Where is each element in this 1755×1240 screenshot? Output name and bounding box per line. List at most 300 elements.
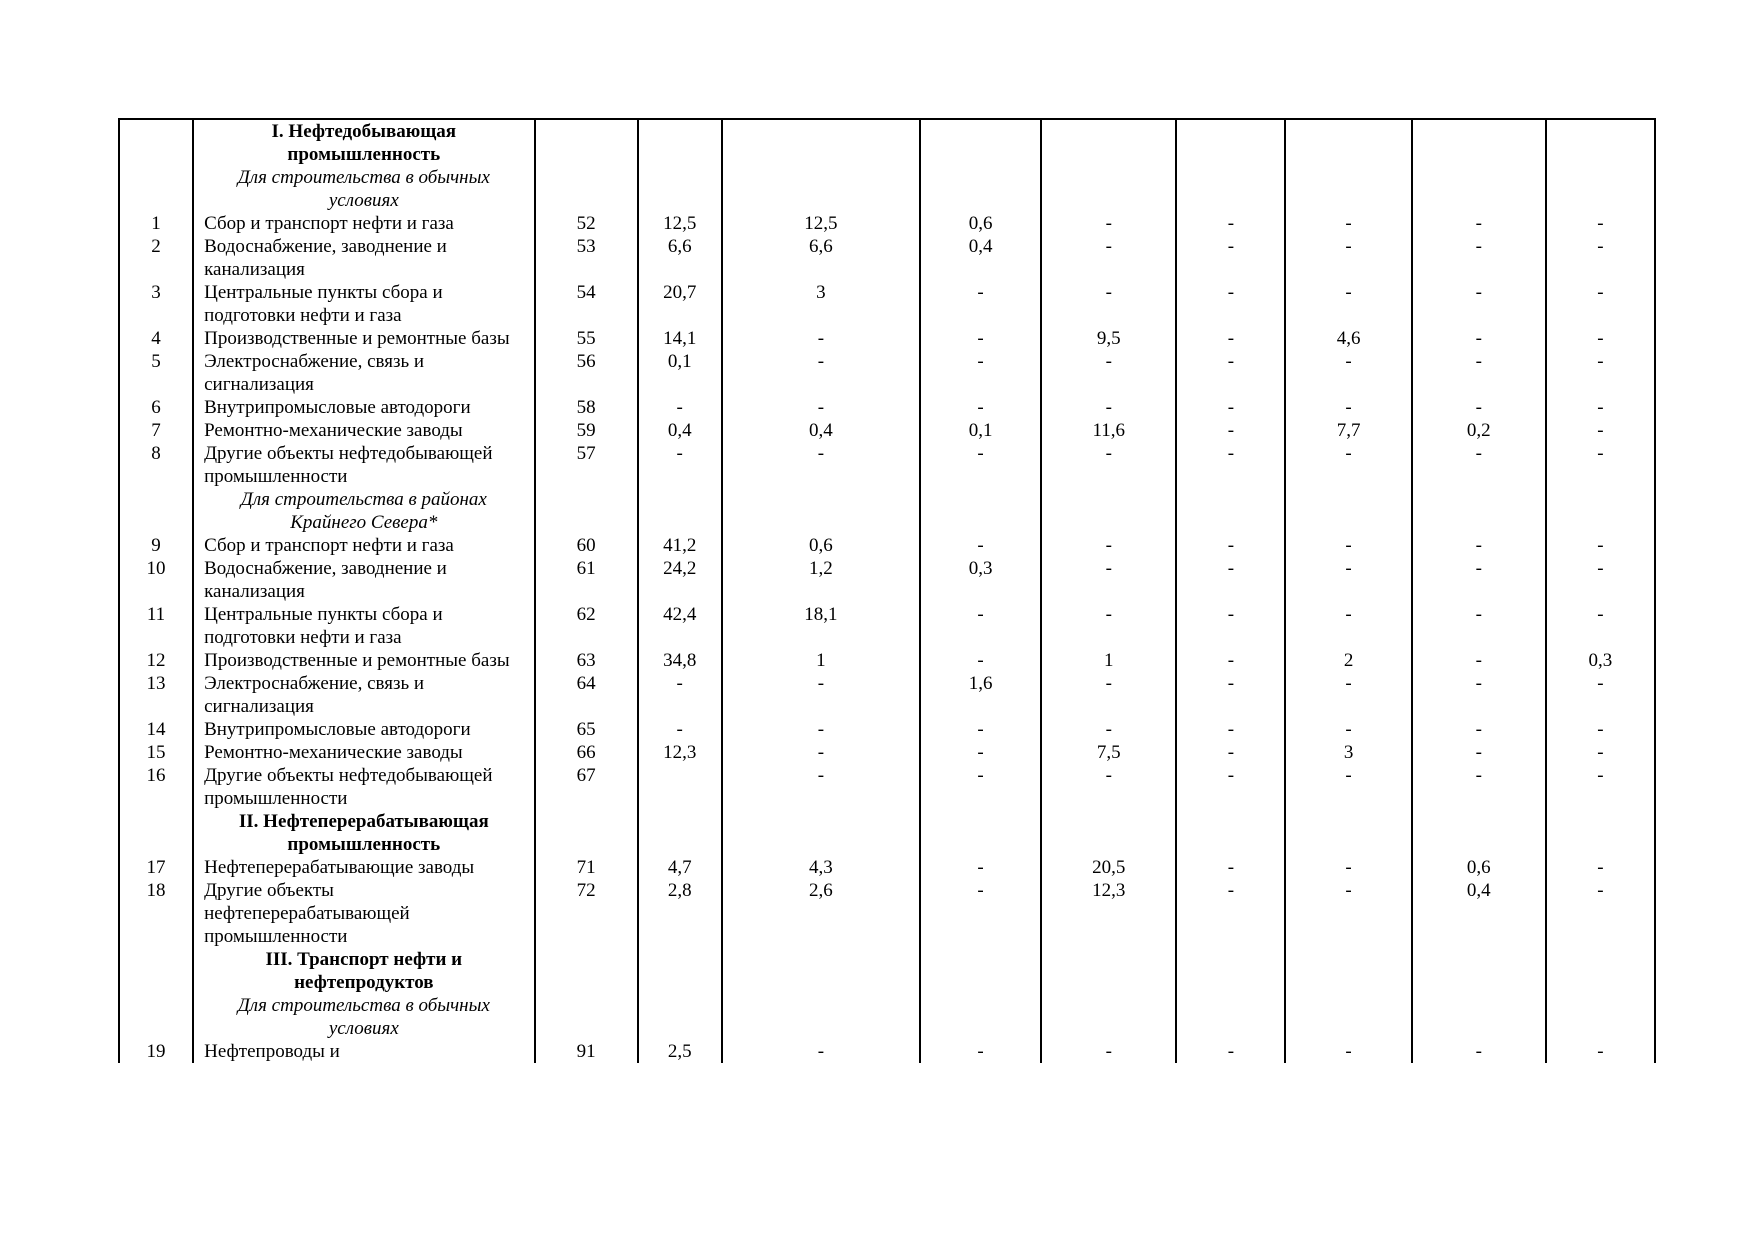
- value-cell: 1: [1041, 649, 1176, 672]
- value-cell: -: [1176, 741, 1285, 764]
- table-row: [119, 350, 1655, 396]
- value-cell: 2: [1285, 649, 1411, 672]
- value-cell: -: [1285, 212, 1411, 235]
- value-cell: -: [1041, 281, 1176, 327]
- value-cell: -: [1285, 1040, 1411, 1063]
- value-cell: -: [920, 603, 1041, 649]
- value-cell: -: [722, 1040, 920, 1063]
- row-number: 7: [119, 419, 193, 442]
- data-table: [118, 118, 1656, 1063]
- value-cell: 12,3: [638, 741, 722, 764]
- value-cell: -: [638, 718, 722, 741]
- empty-cell: [1412, 810, 1546, 856]
- empty-cell: [1546, 994, 1655, 1040]
- value-cell: -: [1176, 1040, 1285, 1063]
- row-number: 9: [119, 534, 193, 557]
- value-cell: -: [1041, 235, 1176, 281]
- value-cell: -: [722, 396, 920, 419]
- value-cell: -: [1041, 534, 1176, 557]
- value-cell: -: [1285, 235, 1411, 281]
- object-name: Внутрипромысловые автодороги: [193, 396, 534, 419]
- value-cell: -: [920, 1040, 1041, 1063]
- empty-cell: [722, 810, 920, 856]
- value-cell: -: [722, 718, 920, 741]
- value-cell: -: [1176, 557, 1285, 603]
- value-cell: -: [1412, 281, 1546, 327]
- object-name: Сбор и транспорт нефти и газа: [193, 534, 534, 557]
- value-cell: 24,2: [638, 557, 722, 603]
- value-cell: -: [1546, 718, 1655, 741]
- value-cell: -: [1546, 764, 1655, 810]
- empty-cell: [920, 994, 1041, 1040]
- table-row: [119, 649, 1655, 672]
- section-title: II. Нефтеперерабатывающая промышленность: [193, 810, 534, 856]
- value-cell: 4,7: [638, 856, 722, 879]
- row-code: 65: [535, 718, 638, 741]
- value-cell: 34,8: [638, 649, 722, 672]
- object-name: Другие объекты нефтедобывающей промышленности: [193, 764, 534, 810]
- value-cell: -: [920, 856, 1041, 879]
- empty-cell: [920, 119, 1041, 166]
- value-cell: -: [1176, 442, 1285, 488]
- empty-cell: [1285, 166, 1411, 212]
- empty-cell: [535, 948, 638, 994]
- empty-cell: [722, 119, 920, 166]
- empty-cell: [1412, 994, 1546, 1040]
- value-cell: -: [1041, 396, 1176, 419]
- value-cell: -: [1412, 764, 1546, 810]
- value-cell: -: [1546, 396, 1655, 419]
- row-code: 72: [535, 879, 638, 948]
- value-cell: -: [1546, 281, 1655, 327]
- empty-cell: [1546, 488, 1655, 534]
- row-code: 58: [535, 396, 638, 419]
- row-number: 13: [119, 672, 193, 718]
- object-name: Производственные и ремонтные базы: [193, 327, 534, 350]
- value-cell: 0,2: [1412, 419, 1546, 442]
- value-cell: -: [920, 534, 1041, 557]
- value-cell: 12,3: [1041, 879, 1176, 948]
- value-cell: -: [1041, 603, 1176, 649]
- value-cell: 20,5: [1041, 856, 1176, 879]
- row-code: 55: [535, 327, 638, 350]
- value-cell: -: [1176, 879, 1285, 948]
- empty-cell: [1546, 948, 1655, 994]
- section-subtitle-row: [119, 994, 1655, 1040]
- value-cell: 9,5: [1041, 327, 1176, 350]
- row-number: 14: [119, 718, 193, 741]
- row-number: 4: [119, 327, 193, 350]
- value-cell: -: [1412, 212, 1546, 235]
- empty-cell: [722, 948, 920, 994]
- value-cell: -: [1285, 856, 1411, 879]
- value-cell: -: [1546, 419, 1655, 442]
- value-cell: 12,5: [722, 212, 920, 235]
- empty-cell: [920, 488, 1041, 534]
- value-cell: -: [1412, 672, 1546, 718]
- empty-cell: [722, 166, 920, 212]
- row-code: 62: [535, 603, 638, 649]
- value-cell: -: [1176, 764, 1285, 810]
- value-cell: -: [1546, 534, 1655, 557]
- object-name: Центральные пункты сбора и подготовки нефти и газа: [193, 281, 534, 327]
- row-code: 67: [535, 764, 638, 810]
- value-cell: -: [1412, 534, 1546, 557]
- object-name: Водоснабжение, заводнение и канализация: [193, 557, 534, 603]
- section-title-row: [119, 810, 1655, 856]
- object-name: Нефтепроводы и: [193, 1040, 534, 1063]
- value-cell: -: [1041, 557, 1176, 603]
- empty-cell: [535, 119, 638, 166]
- value-cell: 0,4: [638, 419, 722, 442]
- section-subtitle: Для строительства в районах Крайнего Севера*: [193, 488, 534, 534]
- empty-cell: [119, 488, 193, 534]
- value-cell: -: [1176, 718, 1285, 741]
- empty-cell: [1041, 810, 1176, 856]
- value-cell: -: [1176, 603, 1285, 649]
- value-cell: 7,7: [1285, 419, 1411, 442]
- empty-cell: [1285, 119, 1411, 166]
- object-name: Ремонтно-механические заводы: [193, 419, 534, 442]
- value-cell: 0,6: [920, 212, 1041, 235]
- section-subtitle-row: [119, 488, 1655, 534]
- empty-cell: [1285, 488, 1411, 534]
- row-number: 10: [119, 557, 193, 603]
- table-row: [119, 557, 1655, 603]
- value-cell: -: [920, 281, 1041, 327]
- empty-cell: [1412, 166, 1546, 212]
- section-subtitle-row: [119, 166, 1655, 212]
- value-cell: -: [1546, 212, 1655, 235]
- value-cell: -: [1546, 741, 1655, 764]
- row-number: 6: [119, 396, 193, 419]
- value-cell: -: [1285, 534, 1411, 557]
- empty-cell: [535, 166, 638, 212]
- value-cell: -: [920, 764, 1041, 810]
- row-code: 64: [535, 672, 638, 718]
- empty-cell: [1285, 948, 1411, 994]
- empty-cell: [638, 488, 722, 534]
- row-code: 63: [535, 649, 638, 672]
- table-row: [119, 419, 1655, 442]
- value-cell: -: [920, 442, 1041, 488]
- empty-cell: [1412, 119, 1546, 166]
- value-cell: 18,1: [722, 603, 920, 649]
- value-cell: 0,4: [1412, 879, 1546, 948]
- value-cell: -: [1176, 534, 1285, 557]
- row-code: 71: [535, 856, 638, 879]
- value-cell: -: [1546, 672, 1655, 718]
- empty-cell: [1412, 948, 1546, 994]
- table-row: [119, 603, 1655, 649]
- object-name: Центральные пункты сбора и подготовки нефти и газа: [193, 603, 534, 649]
- value-cell: -: [638, 672, 722, 718]
- value-cell: 0,4: [920, 235, 1041, 281]
- empty-cell: [119, 948, 193, 994]
- object-name: Сбор и транспорт нефти и газа: [193, 212, 534, 235]
- row-code: 57: [535, 442, 638, 488]
- row-number: 18: [119, 879, 193, 948]
- empty-cell: [1176, 488, 1285, 534]
- value-cell: -: [1412, 442, 1546, 488]
- section-title: III. Транспорт нефти и нефтепродуктов: [193, 948, 534, 994]
- value-cell: -: [1041, 672, 1176, 718]
- value-cell: 3: [1285, 741, 1411, 764]
- empty-cell: [1041, 948, 1176, 994]
- value-cell: 6,6: [638, 235, 722, 281]
- value-cell: -: [920, 327, 1041, 350]
- object-name: Водоснабжение, заводнение и канализация: [193, 235, 534, 281]
- value-cell: -: [1412, 235, 1546, 281]
- empty-cell: [1546, 810, 1655, 856]
- row-number: 1: [119, 212, 193, 235]
- value-cell: -: [1412, 557, 1546, 603]
- value-cell: 0,3: [1546, 649, 1655, 672]
- value-cell: -: [1546, 327, 1655, 350]
- value-cell: -: [1176, 327, 1285, 350]
- value-cell: -: [1285, 557, 1411, 603]
- value-cell: -: [920, 718, 1041, 741]
- empty-cell: [1412, 488, 1546, 534]
- section-title-row: [119, 119, 1655, 166]
- empty-cell: [638, 994, 722, 1040]
- row-number: 17: [119, 856, 193, 879]
- value-cell: -: [1285, 281, 1411, 327]
- table-row: [119, 764, 1655, 810]
- value-cell: -: [1176, 672, 1285, 718]
- empty-cell: [119, 994, 193, 1040]
- value-cell: 0,3: [920, 557, 1041, 603]
- row-number: 16: [119, 764, 193, 810]
- table-body: [119, 119, 1655, 1063]
- value-cell: 0,4: [722, 419, 920, 442]
- value-cell: 0,6: [722, 534, 920, 557]
- value-cell: -: [1412, 327, 1546, 350]
- row-code: 66: [535, 741, 638, 764]
- value-cell: -: [1412, 396, 1546, 419]
- table-row: [119, 534, 1655, 557]
- value-cell: 1: [722, 649, 920, 672]
- row-code: 53: [535, 235, 638, 281]
- value-cell: 4,6: [1285, 327, 1411, 350]
- value-cell: -: [1546, 1040, 1655, 1063]
- value-cell: -: [1285, 764, 1411, 810]
- object-name: Электроснабжение, связь и сигнализация: [193, 350, 534, 396]
- value-cell: -: [1285, 442, 1411, 488]
- row-number: 15: [119, 741, 193, 764]
- value-cell: -: [1285, 603, 1411, 649]
- table-row: [119, 718, 1655, 741]
- table-row: [119, 327, 1655, 350]
- value-cell: -: [1285, 672, 1411, 718]
- table-row: [119, 1040, 1655, 1063]
- empty-cell: [1546, 166, 1655, 212]
- empty-cell: [535, 994, 638, 1040]
- object-name: Ремонтно-механические заводы: [193, 741, 534, 764]
- value-cell: -: [1176, 856, 1285, 879]
- empty-cell: [1041, 488, 1176, 534]
- row-code: 59: [535, 419, 638, 442]
- value-cell: -: [722, 672, 920, 718]
- value-cell: -: [920, 649, 1041, 672]
- row-number: 5: [119, 350, 193, 396]
- empty-cell: [1176, 119, 1285, 166]
- empty-cell: [1041, 994, 1176, 1040]
- value-cell: -: [1285, 350, 1411, 396]
- value-cell: 7,5: [1041, 741, 1176, 764]
- value-cell: -: [1285, 879, 1411, 948]
- value-cell: -: [1041, 718, 1176, 741]
- empty-cell: [1176, 166, 1285, 212]
- object-name: Нефтеперерабатывающие заводы: [193, 856, 534, 879]
- empty-cell: [722, 994, 920, 1040]
- empty-cell: [1176, 948, 1285, 994]
- value-cell: 3: [722, 281, 920, 327]
- value-cell: -: [722, 442, 920, 488]
- value-cell: -: [1176, 235, 1285, 281]
- value-cell: 1,6: [920, 672, 1041, 718]
- value-cell: -: [1412, 350, 1546, 396]
- value-cell: -: [1041, 442, 1176, 488]
- section-subtitle: Для строительства в обычных условиях: [193, 994, 534, 1040]
- value-cell: -: [1546, 603, 1655, 649]
- value-cell: 2,5: [638, 1040, 722, 1063]
- empty-cell: [920, 166, 1041, 212]
- value-cell: -: [1412, 603, 1546, 649]
- empty-cell: [1546, 119, 1655, 166]
- empty-cell: [638, 810, 722, 856]
- value-cell: 42,4: [638, 603, 722, 649]
- value-cell: -: [1041, 350, 1176, 396]
- value-cell: -: [1546, 442, 1655, 488]
- value-cell: -: [1412, 718, 1546, 741]
- value-cell: -: [920, 741, 1041, 764]
- row-number: 3: [119, 281, 193, 327]
- empty-cell: [920, 948, 1041, 994]
- table-row: [119, 856, 1655, 879]
- empty-cell: [1285, 810, 1411, 856]
- value-cell: -: [722, 350, 920, 396]
- empty-cell: [1041, 166, 1176, 212]
- value-cell: -: [1176, 396, 1285, 419]
- empty-cell: [535, 810, 638, 856]
- value-cell: -: [1041, 1040, 1176, 1063]
- value-cell: -: [1041, 764, 1176, 810]
- value-cell: -: [1412, 1040, 1546, 1063]
- value-cell: [638, 764, 722, 810]
- value-cell: -: [1546, 235, 1655, 281]
- table-row: [119, 212, 1655, 235]
- value-cell: -: [638, 396, 722, 419]
- value-cell: -: [1176, 281, 1285, 327]
- object-name: Внутрипромысловые автодороги: [193, 718, 534, 741]
- value-cell: 41,2: [638, 534, 722, 557]
- value-cell: 6,6: [722, 235, 920, 281]
- empty-cell: [1041, 119, 1176, 166]
- value-cell: 20,7: [638, 281, 722, 327]
- row-code: 52: [535, 212, 638, 235]
- empty-cell: [119, 166, 193, 212]
- row-number: 11: [119, 603, 193, 649]
- value-cell: -: [1546, 557, 1655, 603]
- row-number: 8: [119, 442, 193, 488]
- section-title: I. Нефтедобывающая промышленность: [193, 119, 534, 166]
- table-row: [119, 879, 1655, 948]
- table-row: [119, 396, 1655, 419]
- value-cell: 2,6: [722, 879, 920, 948]
- empty-cell: [638, 948, 722, 994]
- value-cell: 0,6: [1412, 856, 1546, 879]
- value-cell: -: [1176, 350, 1285, 396]
- empty-cell: [638, 119, 722, 166]
- value-cell: -: [722, 327, 920, 350]
- section-subtitle: Для строительства в обычных условиях: [193, 166, 534, 212]
- row-number: 19: [119, 1040, 193, 1063]
- value-cell: -: [1285, 396, 1411, 419]
- value-cell: -: [1285, 718, 1411, 741]
- row-code: 54: [535, 281, 638, 327]
- row-number: 12: [119, 649, 193, 672]
- value-cell: -: [1412, 649, 1546, 672]
- value-cell: -: [920, 350, 1041, 396]
- value-cell: -: [1546, 879, 1655, 948]
- empty-cell: [535, 488, 638, 534]
- empty-cell: [1176, 994, 1285, 1040]
- row-code: 56: [535, 350, 638, 396]
- value-cell: -: [1546, 856, 1655, 879]
- value-cell: 0,1: [638, 350, 722, 396]
- value-cell: -: [638, 442, 722, 488]
- table-row: [119, 281, 1655, 327]
- table-row: [119, 741, 1655, 764]
- value-cell: 2,8: [638, 879, 722, 948]
- table-row: [119, 442, 1655, 488]
- value-cell: -: [722, 741, 920, 764]
- value-cell: -: [1176, 212, 1285, 235]
- value-cell: 11,6: [1041, 419, 1176, 442]
- row-code: 60: [535, 534, 638, 557]
- object-name: Другие объекты нефтеперерабатывающей промышленности: [193, 879, 534, 948]
- value-cell: -: [920, 879, 1041, 948]
- value-cell: -: [1041, 212, 1176, 235]
- empty-cell: [1176, 810, 1285, 856]
- object-name: Электроснабжение, связь и сигнализация: [193, 672, 534, 718]
- empty-cell: [1285, 994, 1411, 1040]
- section-title-row: [119, 948, 1655, 994]
- empty-cell: [119, 119, 193, 166]
- value-cell: -: [1176, 649, 1285, 672]
- value-cell: 1,2: [722, 557, 920, 603]
- empty-cell: [920, 810, 1041, 856]
- value-cell: -: [920, 396, 1041, 419]
- table-row: [119, 235, 1655, 281]
- value-cell: 12,5: [638, 212, 722, 235]
- object-name: Производственные и ремонтные базы: [193, 649, 534, 672]
- value-cell: 14,1: [638, 327, 722, 350]
- row-code: 91: [535, 1040, 638, 1063]
- value-cell: 4,3: [722, 856, 920, 879]
- value-cell: -: [1546, 350, 1655, 396]
- value-cell: 0,1: [920, 419, 1041, 442]
- table-row: [119, 672, 1655, 718]
- empty-cell: [119, 810, 193, 856]
- value-cell: -: [1412, 741, 1546, 764]
- value-cell: -: [722, 764, 920, 810]
- row-number: 2: [119, 235, 193, 281]
- empty-cell: [638, 166, 722, 212]
- empty-cell: [722, 488, 920, 534]
- value-cell: -: [1176, 419, 1285, 442]
